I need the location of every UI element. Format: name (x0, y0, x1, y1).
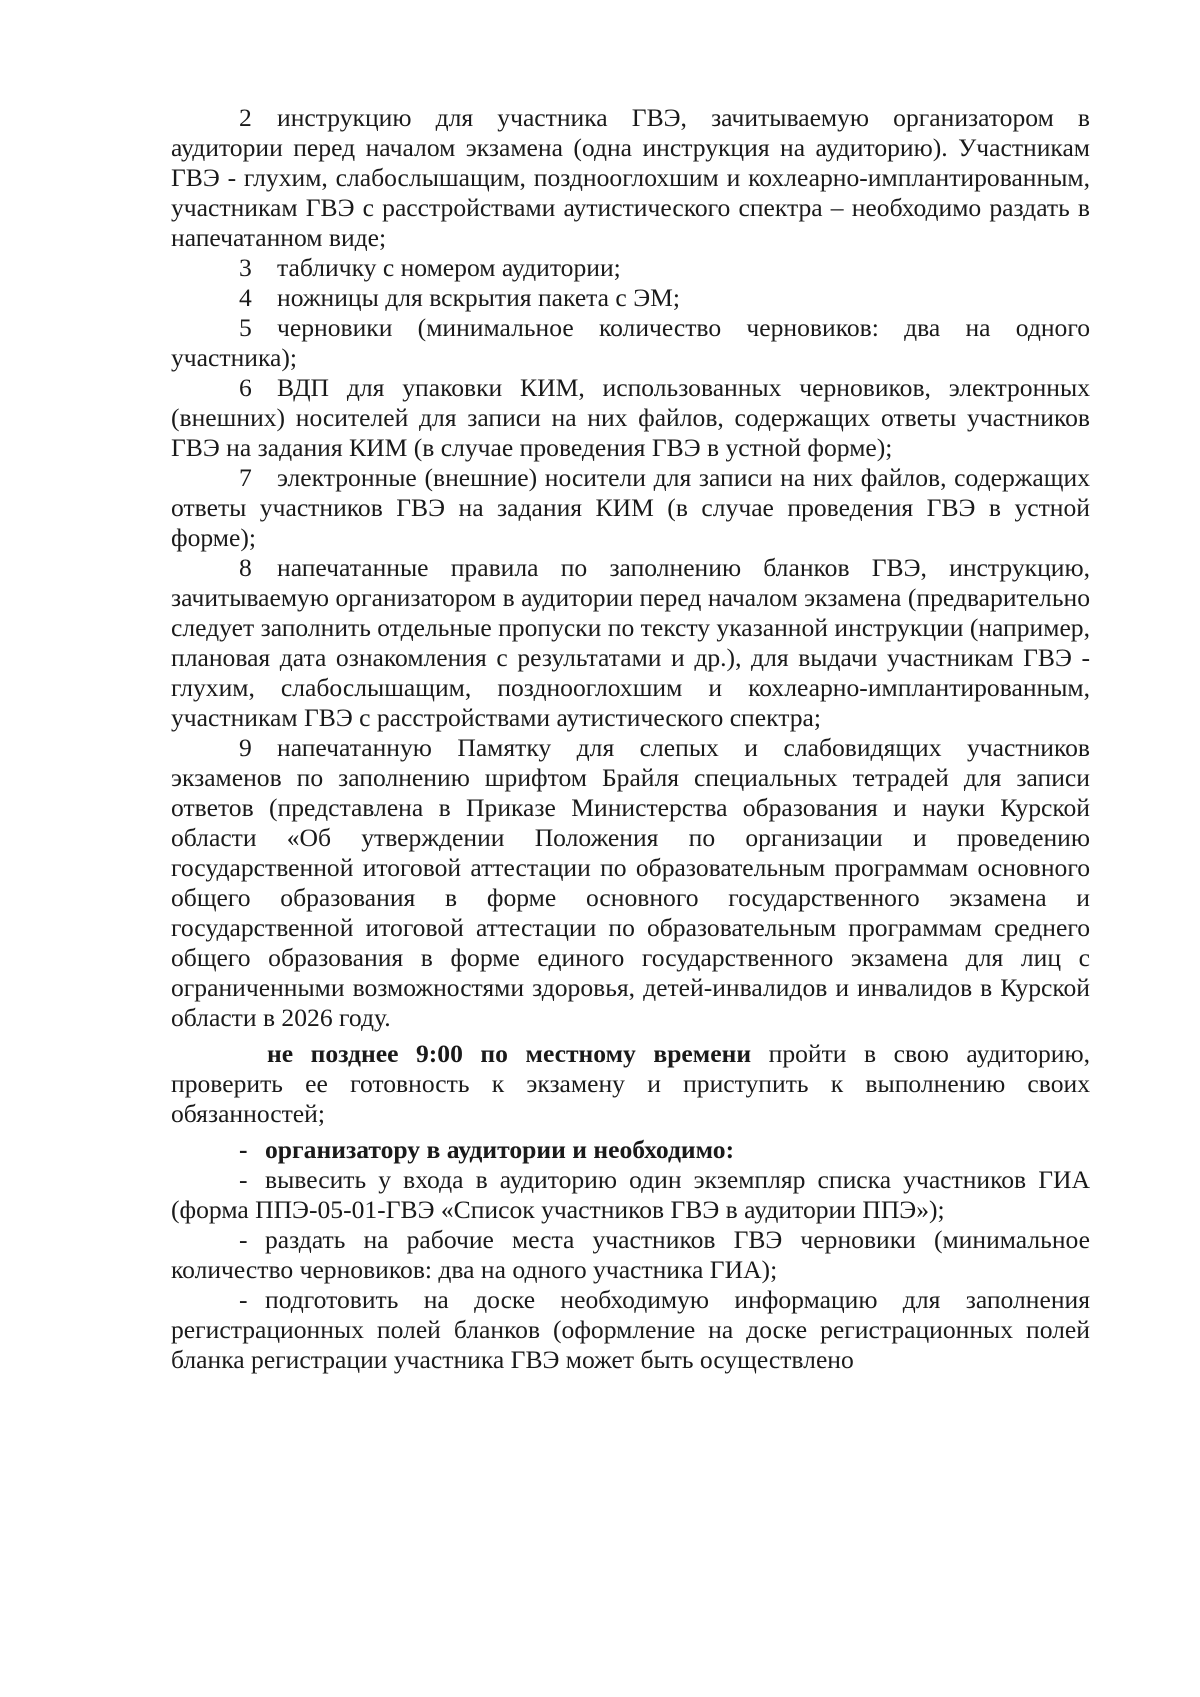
item-number: 5 (239, 313, 252, 342)
item-number: 2 (239, 103, 252, 132)
item-text: ножницы для вскрытия пакета с ЭМ; (277, 283, 680, 312)
deadline-bold: не позднее 9:00 по местному времени (267, 1039, 752, 1068)
item-number: 9 (239, 733, 252, 762)
item-text: подготовить на доске необходимую информацию для заполнения регистрационных полей бланков (оформление на доске регистрационных полей бланка регистрации участника ГВЭ может быть осуществлено (171, 1285, 1090, 1374)
heading-text: организатору в аудитории и необходимо: (265, 1135, 735, 1164)
list-item (171, 283, 1090, 313)
item-number: 4 (239, 283, 252, 312)
organizer-item (171, 1225, 1090, 1285)
heading-dash: - (239, 1135, 248, 1164)
item-text: инструкцию для участника ГВЭ, зачитываемую организатором в аудитории перед началом экзамена (одна инструкция на аудиторию). Участникам ГВЭ - глухим, слабослышащим, позднооглохшим и кохлеарно-имплантированным, участникам ГВЭ с расстройствами аутистического спектра – необходимо раздать в напечатанном виде; (171, 103, 1090, 252)
list-item (171, 313, 1090, 373)
item-text: ВДП для упаковки КИМ, использованных черновиков, электронных (внешних) носителей для записи на них файлов, содержащих ответы участников ГВЭ на задания КИМ (в случае проведения ГВЭ в устной форме); (171, 373, 1090, 462)
list-item (171, 253, 1090, 283)
organizer-heading (171, 1135, 1090, 1165)
list-item (171, 103, 1090, 253)
item-dash: - (239, 1165, 248, 1194)
item-dash: - (239, 1225, 248, 1254)
item-text: раздать на рабочие места участников ГВЭ черновики (минимальное количество черновиков: два на одного участника ГИА); (171, 1225, 1090, 1284)
item-text: вывесить у входа в аудиторию один экземпляр списка участников ГИА (форма ППЭ-05-01-ГВЭ «Список участников ГВЭ в аудитории ППЭ»); (171, 1165, 1090, 1224)
item-text: электронные (внешние) носители для записи на них файлов, содержащих ответы участников ГВЭ на задания КИМ (в случае проведения ГВЭ в устной форме); (171, 463, 1090, 552)
item-number: 7 (239, 463, 252, 492)
item-number: 6 (239, 373, 252, 402)
list-item (171, 463, 1090, 553)
list-item (171, 373, 1090, 463)
document-body (171, 103, 1090, 1375)
organizer-item (171, 1165, 1090, 1225)
organizer-item (171, 1285, 1090, 1375)
list-item (171, 733, 1090, 1033)
item-dash: - (239, 1285, 248, 1314)
item-number: 3 (239, 253, 252, 282)
item-text: напечатанную Памятку для слепых и слабовидящих участников экзаменов по заполнению шрифтом Брайля специальных тетрадей для записи ответов (представлена в Приказе Министерства образования и науки Курской области «Об утверждении Положения по организации и проведению государственной итоговой аттестации по образовательным программам основного общего образования в форме основного государственного экзамена и государственной итоговой аттестации по образовательным программам среднего общего образования в форме единого государственного экзамена для лиц с ограниченными возможностями здоровья, детей-инвалидов и инвалидов в Курской области в 2026 году. (171, 733, 1090, 1032)
deadline-paragraph (171, 1039, 1090, 1129)
list-item (171, 553, 1090, 733)
item-text: черновики (минимальное количество черновиков: два на одного участника); (171, 313, 1090, 372)
item-text: напечатанные правила по заполнению бланков ГВЭ, инструкцию, зачитываемую организатором в аудитории перед началом экзамена (предварительно следует заполнить отдельные пропуски по тексту указанной инструкции (например, плановая дата ознакомления с результатами и др.), для выдачи участникам ГВЭ - глухим, слабослышащим, позднооглохшим и кохлеарно-имплантированным, участникам ГВЭ с расстройствами аутистического спектра; (171, 553, 1090, 732)
deadline-text: пройти в свою аудиторию, проверить ее готовность к экзамену и приступить к выполнению своих обязанностей; (171, 1039, 1090, 1128)
item-text: табличку с номером аудитории; (277, 253, 621, 282)
item-number: 8 (239, 553, 252, 582)
